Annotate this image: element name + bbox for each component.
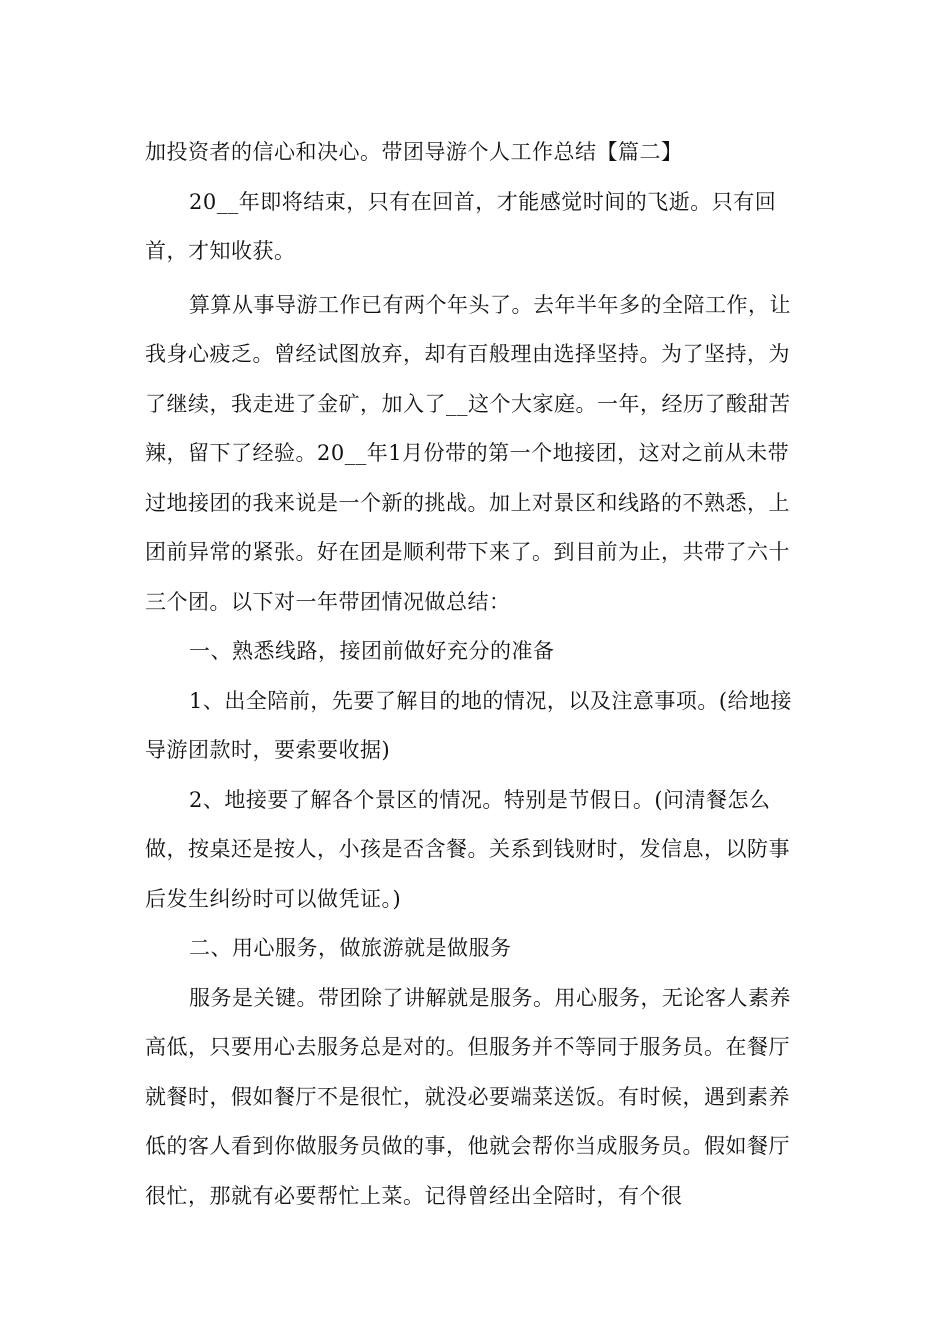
paragraph-item-local-guide: 2、地接要了解各个景区的情况。特别是节假日。(问清餐怎么做，按桌还是按人，小孩是否含餐。关系到钱财时，发信息，以防事后发生纠纷时可以做凭证。) xyxy=(145,787,790,911)
section-heading-service: 二、用心服务，做旅游就是做服务 xyxy=(189,936,512,960)
paragraph-work-experience: 算算从事导游工作已有两个年头了。去年半年多的全陪工作，让我身心疲乏。曾经试图放弃，却有百般理由选择坚持。为了坚持，为了继续，我走进了金矿，加入了__这个大家庭。一年，经历了酸甜苦辣，留下了经验。20__年1月份带的第一个地接团，这对之前从未带过地接团的我来说是一个新的挑战。加上对景区和线路的不熟悉，上团前异常的紧张。好在团是顺利带下来了。到目前为止，共带了六十三个团。以下对一年带团情况做总结： xyxy=(145,292,791,614)
paragraph-item-full-escort: 1、出全陪前，先要了解目的地的情况，以及注意事项。(给地接导游团款时，要索要收据) xyxy=(145,688,793,762)
paragraph-intro-line: 加投资者的信心和决心。带团导游个人工作总结【篇二】 xyxy=(145,140,683,164)
paragraph-service-details: 服务是关键。带团除了讲解就是服务。用心服务，无论客人素养高低，只要用心去服务总是对的。但服务并不等同于服务员。在餐厅就餐时，假如餐厅不是很忙，就没必要端菜送饭。有时候，遇到素养低的客人看到你做服务员做的事，他就会帮你当成服务员。假如餐厅很忙，那就有必要帮忙上菜。记得曾经出全陪时，有个很 xyxy=(145,985,791,1208)
document-body xyxy=(145,128,810,1221)
section-heading-familiar-routes: 一、熟悉线路，接团前做好充分的准备 xyxy=(189,639,555,663)
paragraph-year-end: 20__年即将结束，只有在回首，才能感觉时间的飞逝。只有回首，才知收获。 xyxy=(145,189,777,263)
